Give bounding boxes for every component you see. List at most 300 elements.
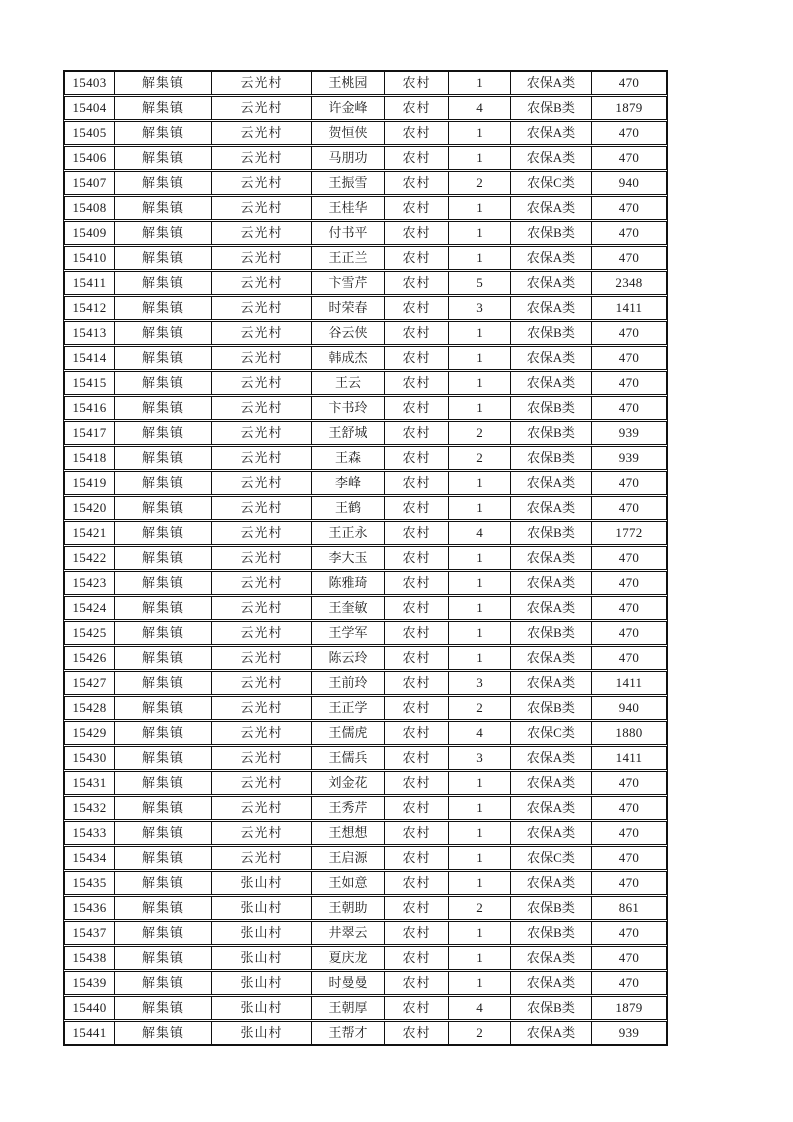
cell-village: 云光村 xyxy=(212,847,312,869)
cell-town: 解集镇 xyxy=(115,172,212,194)
cell-count: 1 xyxy=(449,572,511,594)
cell-town: 解集镇 xyxy=(115,872,212,894)
cell-insurance-category: 农保A类 xyxy=(511,197,592,219)
cell-count: 2 xyxy=(449,447,511,469)
cell-residence-type: 农村 xyxy=(385,522,449,544)
cell-name: 王振雪 xyxy=(312,172,385,194)
cell-village: 云光村 xyxy=(212,97,312,119)
cell-amount: 470 xyxy=(618,800,640,815)
cell-residence-type: 农村 xyxy=(385,322,449,344)
cell-insurance-category: 农保B类 xyxy=(511,997,592,1019)
cell-count: 1 xyxy=(449,247,511,269)
cell-insurance-category: 农保C类 xyxy=(511,847,592,869)
cell-village: 云光村 xyxy=(212,497,312,519)
cell-residence-type: 农村 xyxy=(385,172,449,194)
cell-amount: 470 xyxy=(618,150,640,165)
cell-count: 4 xyxy=(449,97,511,119)
cell-amount: 470 xyxy=(618,325,640,340)
table-row xyxy=(64,271,667,295)
cell-name: 王帮才 xyxy=(312,1022,385,1044)
cell-insurance-category: 农保A类 xyxy=(511,372,592,394)
cell-name: 王正兰 xyxy=(312,247,385,269)
cell-village: 云光村 xyxy=(212,522,312,544)
table-row xyxy=(64,621,667,645)
cell-village: 张山村 xyxy=(212,872,312,894)
cell-residence-type: 农村 xyxy=(385,972,449,994)
cell-town: 解集镇 xyxy=(115,672,212,694)
cell-village: 云光村 xyxy=(212,322,312,344)
cell-count: 1 xyxy=(449,472,511,494)
cell-amount: 1880 xyxy=(615,725,643,740)
cell-town: 解集镇 xyxy=(115,297,212,319)
cell-name: 王正学 xyxy=(312,697,385,719)
cell-residence-type: 农村 xyxy=(385,697,449,719)
cell-id: 15422 xyxy=(65,547,115,569)
cell-residence-type: 农村 xyxy=(385,397,449,419)
cell-residence-type: 农村 xyxy=(385,997,449,1019)
cell-residence-type: 农村 xyxy=(385,722,449,744)
cell-id: 15418 xyxy=(65,447,115,469)
cell-insurance-category: 农保A类 xyxy=(511,122,592,144)
cell-amount: 939 xyxy=(618,1025,640,1040)
cell-id: 15439 xyxy=(65,972,115,994)
cell-count: 1 xyxy=(449,372,511,394)
cell-amount: 470 xyxy=(618,500,640,515)
cell-amount: 470 xyxy=(618,775,640,790)
cell-id: 15403 xyxy=(65,72,115,94)
cell-id: 15431 xyxy=(65,772,115,794)
cell-name: 谷云侠 xyxy=(312,322,385,344)
cell-residence-type: 农村 xyxy=(385,122,449,144)
table-row xyxy=(64,871,667,895)
cell-insurance-category: 农保B类 xyxy=(511,522,592,544)
cell-town: 解集镇 xyxy=(115,697,212,719)
cell-amount: 1879 xyxy=(615,1000,643,1015)
cell-residence-type: 农村 xyxy=(385,747,449,769)
cell-town: 解集镇 xyxy=(115,147,212,169)
cell-insurance-category: 农保B类 xyxy=(511,397,592,419)
cell-residence-type: 农村 xyxy=(385,247,449,269)
cell-amount: 470 xyxy=(618,475,640,490)
cell-amount: 1411 xyxy=(615,300,643,315)
cell-id: 15404 xyxy=(65,97,115,119)
cell-name: 时荣春 xyxy=(312,297,385,319)
table-row xyxy=(64,71,667,95)
cell-id: 15436 xyxy=(65,897,115,919)
cell-village: 张山村 xyxy=(212,1022,312,1044)
cell-name: 韩成杰 xyxy=(312,347,385,369)
cell-count: 1 xyxy=(449,647,511,669)
table-row xyxy=(64,346,667,370)
cell-name: 王朝厚 xyxy=(312,997,385,1019)
cell-town: 解集镇 xyxy=(115,97,212,119)
cell-residence-type: 农村 xyxy=(385,547,449,569)
cell-village: 云光村 xyxy=(212,547,312,569)
cell-name: 付书平 xyxy=(312,222,385,244)
cell-amount: 940 xyxy=(618,175,640,190)
cell-village: 云光村 xyxy=(212,297,312,319)
table-row xyxy=(64,896,667,920)
cell-insurance-category: 农保A类 xyxy=(511,72,592,94)
cell-town: 解集镇 xyxy=(115,922,212,944)
cell-amount: 939 xyxy=(618,425,640,440)
cell-village: 云光村 xyxy=(212,222,312,244)
cell-name: 陈雅琦 xyxy=(312,572,385,594)
cell-id: 15410 xyxy=(65,247,115,269)
cell-insurance-category: 农保A类 xyxy=(511,247,592,269)
cell-insurance-category: 农保C类 xyxy=(511,722,592,744)
cell-name: 李大玉 xyxy=(312,547,385,569)
cell-village: 云光村 xyxy=(212,422,312,444)
table-row xyxy=(64,1021,667,1045)
cell-residence-type: 农村 xyxy=(385,872,449,894)
cell-id: 15409 xyxy=(65,222,115,244)
cell-id: 15405 xyxy=(65,122,115,144)
cell-residence-type: 农村 xyxy=(385,372,449,394)
cell-name: 贺恒侠 xyxy=(312,122,385,144)
cell-residence-type: 农村 xyxy=(385,622,449,644)
cell-town: 解集镇 xyxy=(115,397,212,419)
table-row xyxy=(64,371,667,395)
cell-count: 2 xyxy=(449,697,511,719)
cell-town: 解集镇 xyxy=(115,72,212,94)
cell-count: 1 xyxy=(449,847,511,869)
cell-name: 王奎敏 xyxy=(312,597,385,619)
cell-village: 云光村 xyxy=(212,372,312,394)
cell-id: 15413 xyxy=(65,322,115,344)
cell-residence-type: 农村 xyxy=(385,847,449,869)
cell-count: 4 xyxy=(449,722,511,744)
cell-name: 王前玲 xyxy=(312,672,385,694)
cell-insurance-category: 农保A类 xyxy=(511,497,592,519)
cell-count: 3 xyxy=(449,297,511,319)
cell-residence-type: 农村 xyxy=(385,797,449,819)
table-row xyxy=(64,546,667,570)
cell-count: 2 xyxy=(449,422,511,444)
cell-residence-type: 农村 xyxy=(385,72,449,94)
cell-amount: 470 xyxy=(618,350,640,365)
table-row xyxy=(64,721,667,745)
table-row xyxy=(64,171,667,195)
cell-id: 15415 xyxy=(65,372,115,394)
cell-name: 王桂华 xyxy=(312,197,385,219)
cell-name: 井翠云 xyxy=(312,922,385,944)
table-row xyxy=(64,696,667,720)
table-row xyxy=(64,396,667,420)
cell-village: 云光村 xyxy=(212,597,312,619)
cell-name: 王云 xyxy=(312,372,385,394)
cell-count: 1 xyxy=(449,72,511,94)
table-row xyxy=(64,521,667,545)
cell-amount: 470 xyxy=(618,375,640,390)
cell-insurance-category: 农保A类 xyxy=(511,472,592,494)
table-row xyxy=(64,571,667,595)
cell-amount: 470 xyxy=(618,825,640,840)
cell-village: 云光村 xyxy=(212,447,312,469)
cell-id: 15414 xyxy=(65,347,115,369)
cell-village: 云光村 xyxy=(212,697,312,719)
cell-village: 云光村 xyxy=(212,722,312,744)
cell-residence-type: 农村 xyxy=(385,272,449,294)
cell-residence-type: 农村 xyxy=(385,347,449,369)
cell-count: 1 xyxy=(449,872,511,894)
cell-name: 王启源 xyxy=(312,847,385,869)
cell-id: 15408 xyxy=(65,197,115,219)
cell-id: 15406 xyxy=(65,147,115,169)
table-row xyxy=(64,496,667,520)
cell-id: 15434 xyxy=(65,847,115,869)
cell-amount: 470 xyxy=(618,850,640,865)
cell-insurance-category: 农保A类 xyxy=(511,347,592,369)
cell-amount: 1411 xyxy=(615,750,643,765)
table-row xyxy=(64,221,667,245)
cell-id: 15432 xyxy=(65,797,115,819)
cell-town: 解集镇 xyxy=(115,422,212,444)
cell-id: 15421 xyxy=(65,522,115,544)
table-row xyxy=(64,96,667,120)
cell-town: 解集镇 xyxy=(115,847,212,869)
cell-count: 2 xyxy=(449,172,511,194)
cell-town: 解集镇 xyxy=(115,772,212,794)
cell-id: 15411 xyxy=(65,272,115,294)
cell-name: 王儒兵 xyxy=(312,747,385,769)
cell-residence-type: 农村 xyxy=(385,922,449,944)
cell-amount: 2348 xyxy=(615,275,643,290)
cell-town: 解集镇 xyxy=(115,547,212,569)
cell-village: 云光村 xyxy=(212,397,312,419)
cell-town: 解集镇 xyxy=(115,747,212,769)
cell-id: 15428 xyxy=(65,697,115,719)
cell-count: 3 xyxy=(449,747,511,769)
cell-residence-type: 农村 xyxy=(385,422,449,444)
cell-id: 15424 xyxy=(65,597,115,619)
cell-name: 王秀芹 xyxy=(312,797,385,819)
cell-count: 1 xyxy=(449,197,511,219)
cell-amount: 470 xyxy=(618,650,640,665)
cell-insurance-category: 农保A类 xyxy=(511,547,592,569)
cell-id: 15440 xyxy=(65,997,115,1019)
table-row xyxy=(64,446,667,470)
cell-id: 15416 xyxy=(65,397,115,419)
cell-insurance-category: 农保A类 xyxy=(511,872,592,894)
cell-amount: 470 xyxy=(618,625,640,640)
cell-insurance-category: 农保A类 xyxy=(511,572,592,594)
cell-count: 5 xyxy=(449,272,511,294)
cell-residence-type: 农村 xyxy=(385,672,449,694)
cell-residence-type: 农村 xyxy=(385,772,449,794)
cell-name: 卞雪芹 xyxy=(312,272,385,294)
cell-residence-type: 农村 xyxy=(385,447,449,469)
cell-residence-type: 农村 xyxy=(385,97,449,119)
cell-town: 解集镇 xyxy=(115,597,212,619)
cell-village: 云光村 xyxy=(212,747,312,769)
cell-village: 云光村 xyxy=(212,72,312,94)
cell-id: 15433 xyxy=(65,822,115,844)
cell-id: 15420 xyxy=(65,497,115,519)
cell-town: 解集镇 xyxy=(115,522,212,544)
cell-amount: 470 xyxy=(618,125,640,140)
cell-residence-type: 农村 xyxy=(385,197,449,219)
cell-residence-type: 农村 xyxy=(385,647,449,669)
cell-village: 云光村 xyxy=(212,472,312,494)
cell-id: 15437 xyxy=(65,922,115,944)
cell-town: 解集镇 xyxy=(115,272,212,294)
cell-name: 夏庆龙 xyxy=(312,947,385,969)
cell-town: 解集镇 xyxy=(115,647,212,669)
table-row xyxy=(64,196,667,220)
cell-amount: 1411 xyxy=(615,675,643,690)
cell-village: 云光村 xyxy=(212,572,312,594)
cell-name: 卞书玲 xyxy=(312,397,385,419)
cell-village: 云光村 xyxy=(212,797,312,819)
table-row xyxy=(64,946,667,970)
cell-count: 1 xyxy=(449,347,511,369)
table-row xyxy=(64,846,667,870)
table-row xyxy=(64,596,667,620)
benefits-table xyxy=(63,70,668,1046)
cell-name: 王儒虎 xyxy=(312,722,385,744)
cell-count: 1 xyxy=(449,947,511,969)
cell-village: 云光村 xyxy=(212,122,312,144)
cell-town: 解集镇 xyxy=(115,372,212,394)
cell-count: 4 xyxy=(449,997,511,1019)
cell-id: 15426 xyxy=(65,647,115,669)
cell-town: 解集镇 xyxy=(115,122,212,144)
cell-name: 许金峰 xyxy=(312,97,385,119)
cell-town: 解集镇 xyxy=(115,947,212,969)
cell-town: 解集镇 xyxy=(115,197,212,219)
cell-count: 1 xyxy=(449,147,511,169)
cell-id: 15412 xyxy=(65,297,115,319)
cell-id: 15427 xyxy=(65,672,115,694)
table-row xyxy=(64,821,667,845)
table-row xyxy=(64,671,667,695)
cell-name: 王如意 xyxy=(312,872,385,894)
cell-count: 1 xyxy=(449,822,511,844)
cell-insurance-category: 农保A类 xyxy=(511,772,592,794)
cell-insurance-category: 农保A类 xyxy=(511,822,592,844)
table-row xyxy=(64,921,667,945)
cell-residence-type: 农村 xyxy=(385,222,449,244)
cell-count: 1 xyxy=(449,622,511,644)
cell-insurance-category: 农保A类 xyxy=(511,947,592,969)
cell-residence-type: 农村 xyxy=(385,822,449,844)
cell-residence-type: 农村 xyxy=(385,572,449,594)
cell-town: 解集镇 xyxy=(115,447,212,469)
cell-insurance-category: 农保A类 xyxy=(511,972,592,994)
cell-amount: 470 xyxy=(618,875,640,890)
cell-id: 15438 xyxy=(65,947,115,969)
cell-residence-type: 农村 xyxy=(385,497,449,519)
table-row xyxy=(64,321,667,345)
cell-amount: 470 xyxy=(618,950,640,965)
cell-insurance-category: 农保C类 xyxy=(511,172,592,194)
cell-count: 4 xyxy=(449,522,511,544)
cell-insurance-category: 农保B类 xyxy=(511,222,592,244)
cell-town: 解集镇 xyxy=(115,1022,212,1044)
cell-amount: 470 xyxy=(618,250,640,265)
cell-village: 张山村 xyxy=(212,922,312,944)
cell-amount: 470 xyxy=(618,200,640,215)
cell-town: 解集镇 xyxy=(115,997,212,1019)
cell-amount: 470 xyxy=(618,975,640,990)
cell-count: 1 xyxy=(449,922,511,944)
cell-name: 时曼曼 xyxy=(312,972,385,994)
cell-id: 15423 xyxy=(65,572,115,594)
table-row xyxy=(64,996,667,1020)
cell-count: 3 xyxy=(449,672,511,694)
cell-town: 解集镇 xyxy=(115,972,212,994)
cell-count: 1 xyxy=(449,322,511,344)
cell-amount: 940 xyxy=(618,700,640,715)
cell-insurance-category: 农保B类 xyxy=(511,622,592,644)
cell-insurance-category: 农保B类 xyxy=(511,697,592,719)
cell-residence-type: 农村 xyxy=(385,472,449,494)
table-row xyxy=(64,646,667,670)
table-row xyxy=(64,421,667,445)
cell-name: 王鹤 xyxy=(312,497,385,519)
cell-village: 云光村 xyxy=(212,672,312,694)
cell-count: 1 xyxy=(449,397,511,419)
cell-count: 1 xyxy=(449,972,511,994)
cell-amount: 470 xyxy=(618,575,640,590)
cell-village: 云光村 xyxy=(212,647,312,669)
cell-name: 陈云玲 xyxy=(312,647,385,669)
cell-count: 1 xyxy=(449,597,511,619)
cell-town: 解集镇 xyxy=(115,472,212,494)
cell-town: 解集镇 xyxy=(115,247,212,269)
cell-village: 云光村 xyxy=(212,147,312,169)
cell-insurance-category: 农保A类 xyxy=(511,1022,592,1044)
cell-name: 王舒城 xyxy=(312,422,385,444)
cell-village: 云光村 xyxy=(212,347,312,369)
cell-insurance-category: 农保A类 xyxy=(511,147,592,169)
cell-id: 15407 xyxy=(65,172,115,194)
cell-name: 刘金花 xyxy=(312,772,385,794)
table-row xyxy=(64,296,667,320)
cell-insurance-category: 农保A类 xyxy=(511,647,592,669)
table-row xyxy=(64,121,667,145)
cell-insurance-category: 农保B类 xyxy=(511,97,592,119)
cell-name: 马朋功 xyxy=(312,147,385,169)
cell-insurance-category: 农保A类 xyxy=(511,597,592,619)
cell-count: 1 xyxy=(449,772,511,794)
cell-name: 王正永 xyxy=(312,522,385,544)
cell-amount: 939 xyxy=(618,450,640,465)
cell-amount: 1879 xyxy=(615,100,643,115)
cell-village: 张山村 xyxy=(212,997,312,1019)
cell-town: 解集镇 xyxy=(115,222,212,244)
cell-town: 解集镇 xyxy=(115,572,212,594)
cell-count: 2 xyxy=(449,1022,511,1044)
cell-village: 云光村 xyxy=(212,197,312,219)
cell-amount: 470 xyxy=(618,75,640,90)
cell-town: 解集镇 xyxy=(115,722,212,744)
cell-town: 解集镇 xyxy=(115,322,212,344)
cell-id: 15419 xyxy=(65,472,115,494)
table-row xyxy=(64,971,667,995)
cell-residence-type: 农村 xyxy=(385,147,449,169)
cell-name: 王想想 xyxy=(312,822,385,844)
cell-village: 张山村 xyxy=(212,972,312,994)
cell-id: 15441 xyxy=(65,1022,115,1044)
cell-village: 张山村 xyxy=(212,947,312,969)
table-row xyxy=(64,746,667,770)
cell-amount: 861 xyxy=(618,900,640,915)
cell-village: 云光村 xyxy=(212,822,312,844)
table-row xyxy=(64,771,667,795)
cell-village: 云光村 xyxy=(212,772,312,794)
